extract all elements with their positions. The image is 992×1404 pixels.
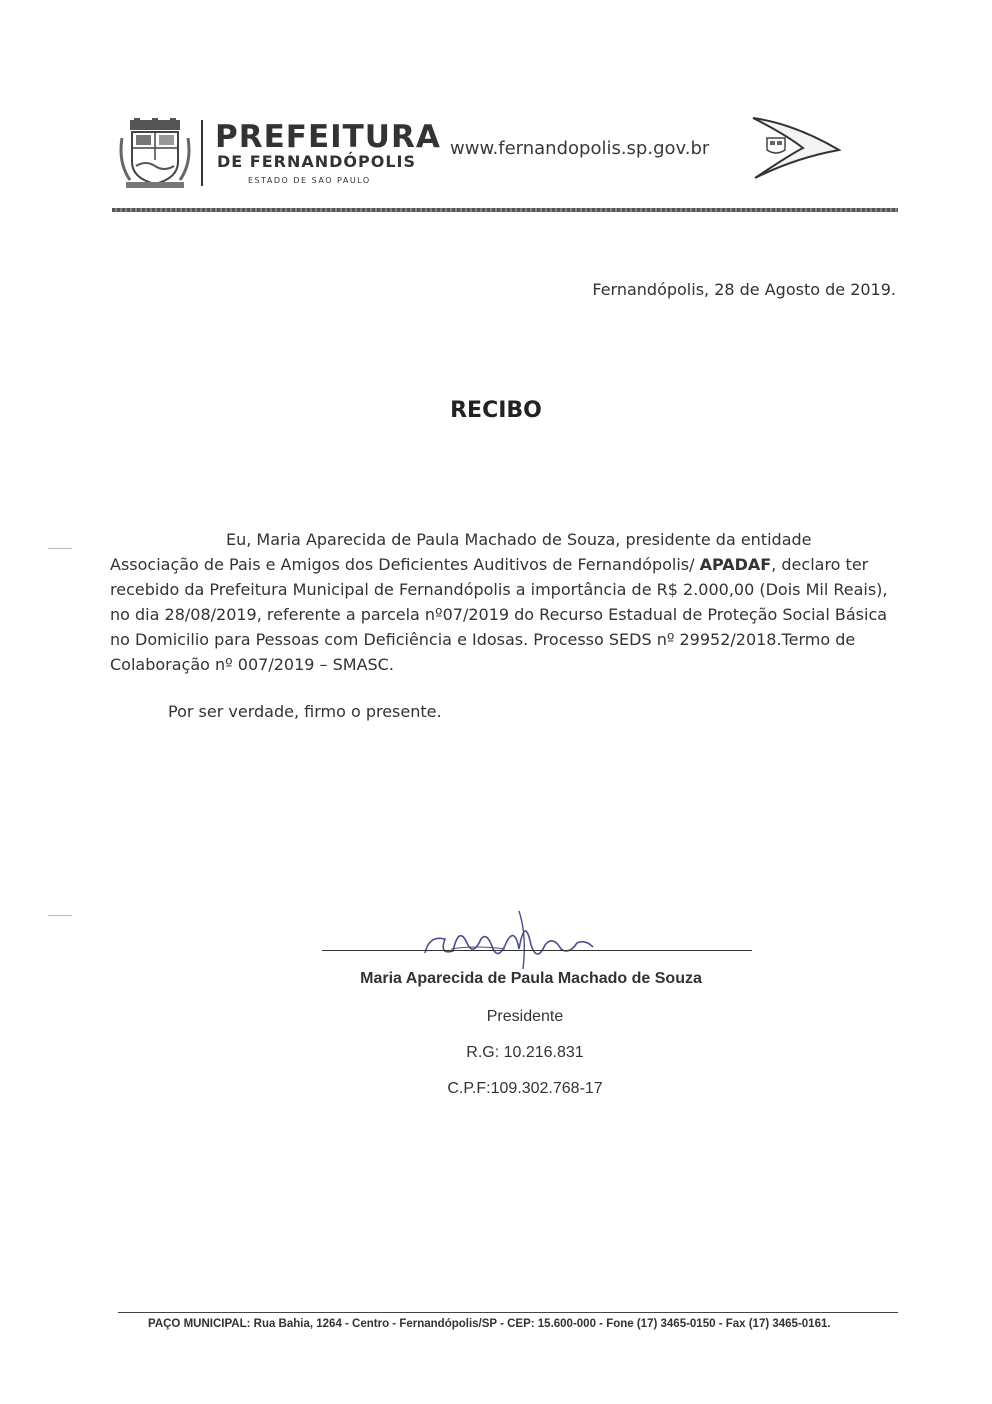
signer-cpf: C.P.F:109.302.768-17 [447, 1080, 603, 1097]
brand-title: PREFEITURA [215, 119, 441, 155]
wing-emblem-icon [745, 114, 841, 180]
website-url: www.fernandopolis.sp.gov.br [450, 138, 710, 159]
footer-address-text: Rua Bahia, 1264 - Centro - Fernandópolis/SP - CEP: 15.600-000 - Fone (17) 3465-0150 - Fax (17) 3465-0161. [250, 1318, 831, 1330]
receipt-body [110, 527, 900, 677]
handwritten-signature [415, 905, 600, 975]
footer-label: PAÇO MUNICIPAL: [148, 1318, 251, 1330]
signer-name: Maria Aparecida de Paula Machado de Souza [360, 970, 702, 987]
signer-rg: R.G: 10.216.831 [466, 1044, 584, 1061]
closing-line: Por ser verdade, firmo o presente. [168, 702, 442, 721]
header-divider [201, 120, 203, 186]
brand-subtitle: DE FERNANDÓPOLIS [217, 152, 417, 171]
footer-rule [118, 1312, 898, 1313]
scan-mark [48, 548, 72, 549]
scan-mark [48, 915, 72, 916]
header-rule [112, 208, 898, 212]
signature-line [322, 950, 752, 951]
footer-address [148, 1318, 831, 1330]
body-text-part-2: , declaro ter recebido da Prefeitura Municipal de Fernandópolis a importância de R$ 2.000,00 (Dois Mil Reais), no dia 28/08/2019, referente a parcela nº07/2019 do Recurso Estadual de Proteção Social Básica no Domicilio para Pessoas com Deficiência e Idosas. Processo SEDS nº 29952/2018.Termo de Colaboração nº 007/2019 – SMASC. [110, 555, 888, 674]
signer-role: Presidente [486, 1008, 564, 1025]
entity-acronym: APADAF [699, 555, 772, 574]
city-crest-icon [118, 118, 192, 190]
date-line: Fernandópolis, 28 de Agosto de 2019. [592, 280, 896, 299]
body-text-part-1: Eu, Maria Aparecida de Paula Machado de Souza, presidente da entidade Associação de Pais e Amigos dos Deficientes Auditivos de Fernandópolis/ [110, 530, 812, 574]
brand-state: ESTADO DE SAO PAULO [248, 176, 371, 185]
document-title: RECIBO [450, 398, 542, 423]
